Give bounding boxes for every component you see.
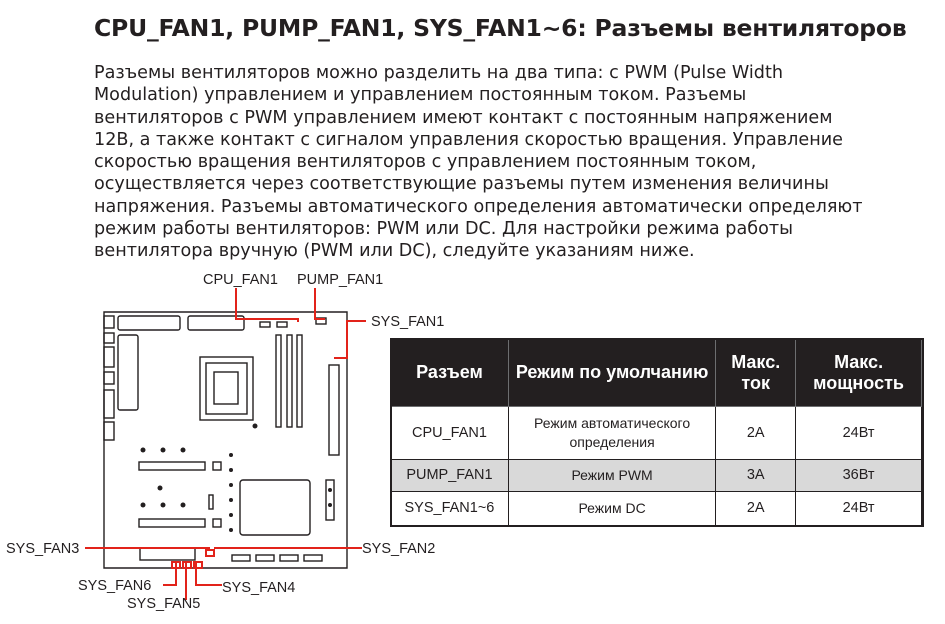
paragraph-line: Разъемы вентиляторов можно разделить на два типа: с PWM (Pulse Width xyxy=(94,63,784,83)
table-row xyxy=(391,407,922,460)
fan-connector-spec-table xyxy=(390,338,922,526)
table-cell: 36Вт xyxy=(796,460,922,492)
cpu-fan1-label: CPU_FAN1 xyxy=(203,272,278,288)
dimm-slot xyxy=(276,335,281,427)
paragraph-line: напряжения. Разъемы автоматического определения автоматически определяют xyxy=(94,196,863,217)
pcie-slot xyxy=(139,462,205,470)
sys-fan3-label: SYS_FAN3 xyxy=(6,541,80,557)
paragraph-line: скоростью вращения вентиляторов с управлением постоянным током, xyxy=(94,152,757,173)
column-header: Макс. мощность xyxy=(796,339,922,407)
table-cell: 2A xyxy=(716,492,796,526)
page-title: CPU_FAN1, PUMP_FAN1, SYS_FAN1~6: Разъемы вентиляторов xyxy=(94,14,907,42)
table-cell: SYS_FAN1~6 xyxy=(391,492,509,526)
table-cell: 24Вт xyxy=(796,407,922,460)
sys-fan6-callout xyxy=(163,563,176,585)
dimm-slot xyxy=(287,335,292,427)
table-cell: Режим DC xyxy=(508,492,715,526)
rear-io xyxy=(104,316,114,328)
paragraph-line: 12В, а также контакт с сигналом управления скоростью вращения. Управление xyxy=(94,129,844,150)
table-cell: 24Вт xyxy=(796,492,922,526)
paragraph-line: Modulation) управлением и управлением постоянным током. Разъемы xyxy=(94,85,747,106)
table-cell: 2A xyxy=(716,407,796,460)
dimm-slot xyxy=(297,335,302,427)
paragraph-line: режим работы вентиляторов: PWM или DC. Для настройки режима работы xyxy=(94,219,793,240)
cpu-socket xyxy=(200,357,253,420)
motherboard-diagram xyxy=(0,262,450,624)
paragraph-line: вентилятора вручную (PWM или DC), следуйте указаниям ниже. xyxy=(94,241,695,262)
sys-fan1-callout xyxy=(334,321,366,358)
table-cell: CPU_FAN1 xyxy=(391,407,509,460)
description-paragraph xyxy=(94,62,909,263)
sys-fan2-label: SYS_FAN2 xyxy=(362,541,436,557)
sys-fan1-label: SYS_FAN1 xyxy=(371,314,445,330)
table-header-row xyxy=(391,339,922,407)
sys-fan4-callout xyxy=(196,563,222,585)
table-cell: Режим автоматического определения xyxy=(508,407,715,460)
table-row xyxy=(391,460,922,492)
pump-fan1-callout xyxy=(315,288,325,319)
column-header: Режим по умолчанию xyxy=(508,339,715,407)
cpu-fan1-callout xyxy=(236,288,298,322)
table-row xyxy=(391,492,922,526)
sys-fan5-label: SYS_FAN5 xyxy=(127,596,201,612)
column-header: Макс. ток xyxy=(716,339,796,407)
sys-fan4-label: SYS_FAN4 xyxy=(222,580,296,596)
sys-fan6-label: SYS_FAN6 xyxy=(78,578,152,594)
table-cell: PUMP_FAN1 xyxy=(391,460,509,492)
atx-power-connector xyxy=(329,365,339,455)
pump-fan1-label: PUMP_FAN1 xyxy=(297,272,384,288)
table-cell: 3A xyxy=(716,460,796,492)
paragraph-line: вентиляторов с PWM управлением имеют контакт с постоянным напряжением xyxy=(94,107,833,128)
paragraph-line: осуществляется через соответствующие разъемы путем изменения величины xyxy=(94,174,829,195)
table-cell: Режим PWM xyxy=(508,460,715,492)
column-header: Разъем xyxy=(391,339,509,407)
pcie-slot xyxy=(139,519,205,527)
